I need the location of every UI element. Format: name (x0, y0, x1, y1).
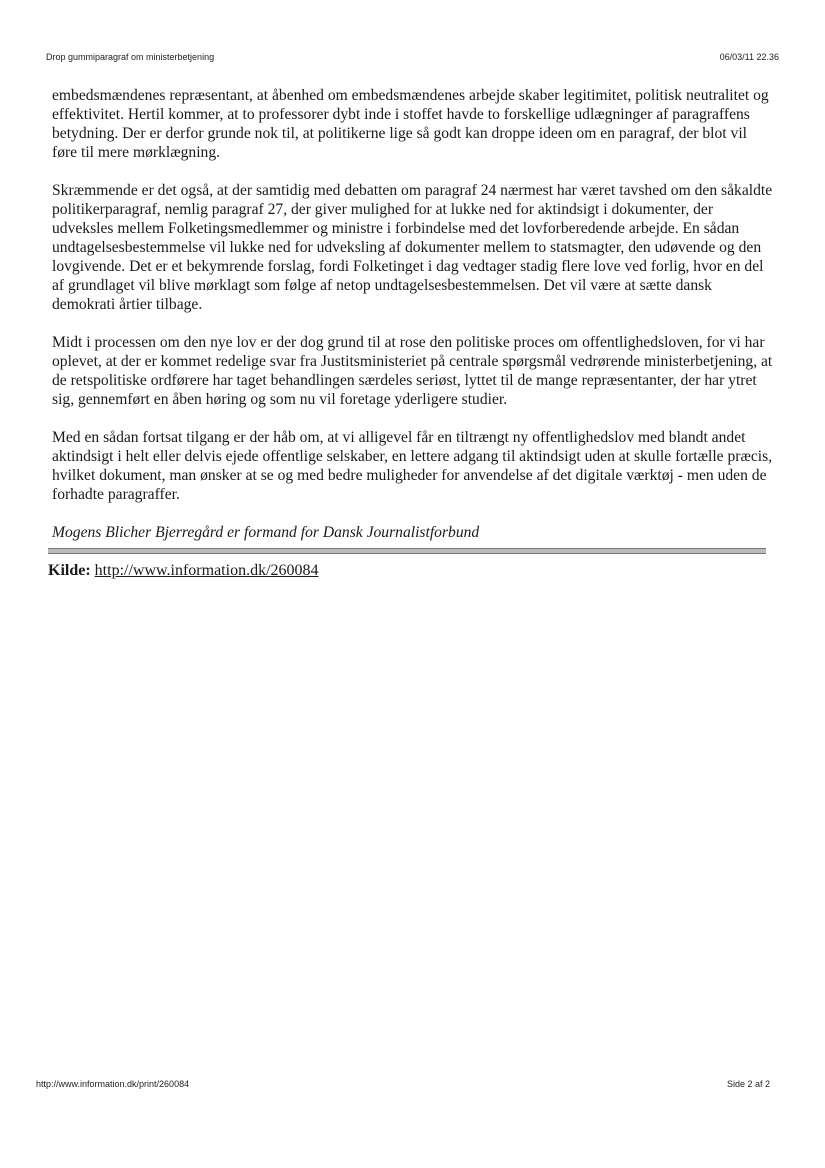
source-link[interactable]: http://www.information.dk/260084 (94, 562, 319, 579)
article-paragraph: embedsmændenes repræsentant, at åbenhed om embedsmændenes arbejde skaber legitimitet, politisk neutralitet og effektivitet. Hertil kommer, at to professorer dybt inde i stoffet havde to forskellige udlægninger af paragraffens betydning. Der er derfor grunde nok til, at politikerne lige så godt kan droppe ideen om en paragraf, der blot vil føre til mere mørklægning. (52, 87, 769, 161)
print-datetime: 06/03/11 22.36 (719, 52, 779, 62)
article-paragraph: Skræmmende er det også, at der samtidig med debatten om paragraf 24 nærmest har været tavshed om den såkaldte politikerparagraf, nemlig paragraf 27, der giver mulighed for at lukke ned for aktindsigt i dokumenter, der udveksles mellem Folketingsmedlemmer og ministre i forbindelse med det lovforberedende arbejde. En sådan undtagelsesbestemmelse vil lukke ned for udveksling af dokumenter mellem to statsmagter, den udøvende og den lovgivende. Det er et bekymrende forslag, fordi Folketinget i dag vedtager stadig flere love ved forlig, hvor en del af grundlaget vil blive mørklagt som følge af netop undtagelsesbestemmelsen. Det vil være at sætte dansk demokrati årtier tilbage. (52, 182, 773, 313)
page-number: Side 2 af 2 (726, 1079, 770, 1089)
divider-rule (48, 548, 766, 554)
source-label: Kilde: (48, 562, 91, 579)
source-line (48, 562, 319, 580)
document-title: Drop gummiparagraf om ministerbetjening (46, 52, 215, 62)
footer-url: http://www.information.dk/print/260084 (36, 1079, 190, 1089)
article-body (52, 86, 774, 542)
author-signature: Mogens Blicher Bjerregård er formand for Dansk Journalistforbund (52, 524, 480, 541)
article-paragraph: Med en sådan fortsat tilgang er der håb om, at vi alligevel får en tiltrængt ny offentlighedslov med blandt andet aktindsigt i helt eller delvis ejede offentlige selskaber, en lettere adgang til aktindsigt uden at skulle fortælle præcis, hvilket dokument, man ønsker at se og med bedre muligheder for anvendelse af det digitale værktøj - men uden de forhadte paragraffer. (52, 429, 773, 503)
article-paragraph: Midt i processen om den nye lov er der dog grund til at rose den politiske proces om offentlighedsloven, for vi har oplevet, at der er kommet redelige svar fra Justitsministeriet på centrale spørgsmål vedrørende ministerbetjening, at de retspolitiske ordførere har taget behandlingen særdeles seriøst, lyttet til de mange repræsentanter, der har ytret sig, gennemført en åben høring og som nu vil foretage yderligere studier. (52, 334, 773, 408)
